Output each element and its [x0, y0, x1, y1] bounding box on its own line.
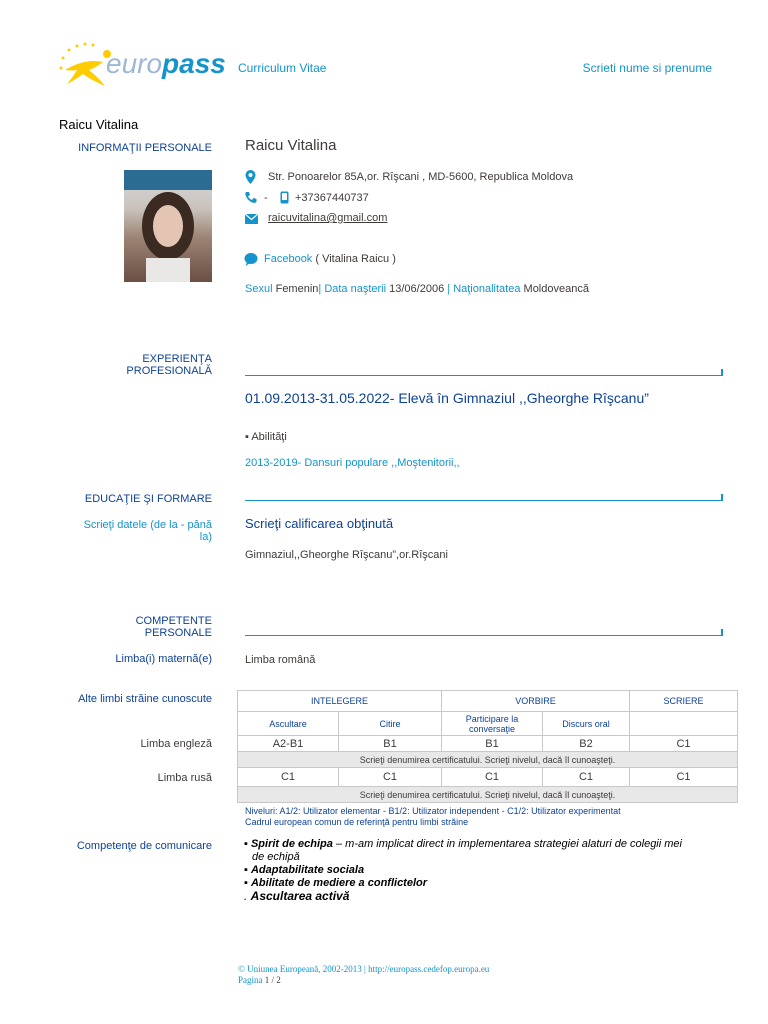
separator: | [318, 283, 322, 295]
language-name-russian: Limba rusă [157, 772, 212, 784]
footer-copyright: © Uniunea Europeană, 2002-2013 | http://europass.cedefop.europa.eu [238, 964, 490, 974]
level-cell: B1 [339, 736, 442, 752]
competences-label [136, 615, 212, 639]
header-blank [630, 712, 738, 736]
messenger-line [264, 253, 396, 265]
list-item: ▪ Abilitate de mediere a conflictelor [244, 877, 428, 889]
level-cell: C1 [543, 768, 630, 787]
experience-bullet: ▪ Abilităţi [245, 431, 287, 443]
separator: | [447, 283, 451, 295]
level-cell: C1 [630, 736, 738, 752]
level-cell: A2-B1 [238, 736, 339, 752]
level-cell: C1 [238, 768, 339, 787]
section-divider [245, 375, 723, 376]
competences-label-line1: COMPETENTE [135, 615, 212, 627]
experience-label-line1: EXPERIENŢA [142, 353, 212, 365]
cv-title: Curriculum Vitae [238, 61, 327, 75]
level-cell: C1 [630, 768, 738, 787]
footer-page [238, 975, 281, 985]
level-cell: B1 [442, 736, 543, 752]
sex-value: Femenin [275, 283, 319, 295]
section-divider [245, 500, 723, 501]
certificate-row [238, 752, 738, 768]
skill-bold: Ascultarea activă [250, 889, 350, 903]
profile-photo [124, 170, 212, 282]
table-row [238, 736, 738, 752]
levels-note: Niveluri: A1/2: Utilizator elementar - B1/2: Utilizator independent - C1/2: Utilizator experimentat [245, 806, 621, 816]
location-icon [245, 170, 256, 184]
candidate-name: Raicu Vitalina [245, 137, 337, 154]
logo-pass: pass [162, 48, 226, 79]
experience-title: 01.09.2013-31.05.2022- Elevă în Gimnaziul ,,Gheorghe Rîşcanu” [245, 390, 649, 406]
header-scriere: SCRIERE [630, 691, 738, 712]
certificate-cell: Scrieţi denumirea certificatului. Scrieţi nivelul, dacă îl cunoaşteţi. [238, 752, 738, 768]
skill-bold: Adaptabilitate sociala [250, 864, 365, 876]
table-row [238, 768, 738, 787]
communication-list [244, 838, 724, 903]
header-citire: Citire [339, 712, 442, 736]
header-intelegere: INTELEGERE [238, 691, 442, 712]
logo-wordmark [106, 48, 226, 80]
address: Str. Ponoarelor 85A,or. Rîşcani , MD-5600, Republica Moldova [268, 171, 574, 183]
education-dates-line2: la) [199, 531, 212, 543]
birth-label: Data naşterii [324, 283, 387, 295]
communication-label: Competenţe de comunicare [76, 840, 212, 852]
nationality-label: Naţionalitatea [453, 283, 521, 295]
list-item: . Ascultarea activă [244, 889, 350, 903]
certificate-row [238, 787, 738, 803]
name-placeholder: Scrieti nume si prenume [582, 61, 712, 75]
header-participare-line2: conversaţie [468, 723, 516, 734]
nationality-value: Moldoveancă [523, 283, 589, 295]
competences-label-line2: PERSONALE [144, 627, 212, 639]
page-label: Pagina [238, 975, 263, 985]
framework-note: Cadrul european comun de referinţă pentru limbi străine [245, 817, 469, 827]
language-table [237, 690, 738, 803]
level-cell: B2 [543, 736, 630, 752]
portrait-image [124, 170, 212, 282]
mother-tongue-label: Limba(i) maternă(e) [115, 653, 212, 665]
logo-euro: euro [106, 48, 163, 79]
messenger-type: Facebook [264, 253, 313, 265]
section-divider [245, 635, 723, 636]
education-dates-line1: Scrieţi datele (de la - până [83, 519, 212, 531]
header-vorbire: VORBIRE [442, 691, 630, 712]
phone-dash: - [264, 192, 268, 204]
header-participare [442, 712, 543, 736]
mother-tongue-value: Limba română [245, 654, 316, 666]
education-school: Gimnaziul,,Gheorghe Rîşcanu”,or.Rîşcani [245, 549, 448, 561]
list-item: ▪ Spirit de echipa – m-am implicat direct in implementarea strategiei alaturi de colegii mei [244, 838, 682, 850]
email-icon [245, 214, 258, 224]
education-label: EDUCAŢIE ŞI FORMARE [84, 493, 212, 505]
level-cell: C1 [442, 768, 543, 787]
header-participare-line1: Participare la [465, 713, 519, 724]
skill-rest: – m-am implicat direct in implementarea strategiei alaturi de colegii mei [332, 838, 682, 850]
education-dates-label [84, 519, 212, 543]
phone-icon [244, 191, 257, 204]
personal-info-label: INFORMAŢII PERSONALE [78, 142, 212, 154]
candidate-name-top: Raicu Vitalina [59, 117, 139, 132]
level-cell: C1 [339, 768, 442, 787]
qualification-title: Scrieţi calificarea obţinută [245, 516, 394, 531]
birth-value: 13/06/2006 [389, 283, 445, 295]
language-name-english: Limba engleză [140, 738, 212, 750]
skill-bold: Abilitate de mediere a conflictelor [250, 877, 428, 889]
certificate-cell: Scrieţi denumirea certificatului. Scrieţi nivelul, dacă îl cunoaşteţi. [238, 787, 738, 803]
messenger-value[interactable]: ( Vitalina Raicu ) [312, 253, 396, 265]
skill-rest: de echipă [252, 851, 300, 863]
header-ascultare: Ascultare [238, 712, 339, 736]
chat-icon [244, 253, 258, 266]
list-item: ▪ Adaptabilitate sociala [244, 864, 365, 876]
header-discurs: Discurs oral [543, 712, 630, 736]
phone-number[interactable]: +37367440737 [295, 192, 369, 204]
mobile-icon [280, 191, 289, 204]
experience-label-line2: PROFESIONALĂ [126, 365, 212, 377]
sex-label: Sexul [245, 283, 273, 295]
experience-label [126, 353, 212, 377]
list-item [244, 851, 724, 864]
other-languages-label: Alte limbi străine cunoscute [78, 693, 212, 705]
skill-bold: Spirit de echipa [250, 838, 333, 850]
email-link[interactable]: raicuvitalina@gmail.com [268, 212, 388, 224]
page-number: 1 / 2 [264, 975, 281, 985]
personal-details-line [245, 283, 589, 295]
experience-extra: 2013-2019- Dansuri populare ,,Moştenitorii,, [245, 457, 460, 469]
